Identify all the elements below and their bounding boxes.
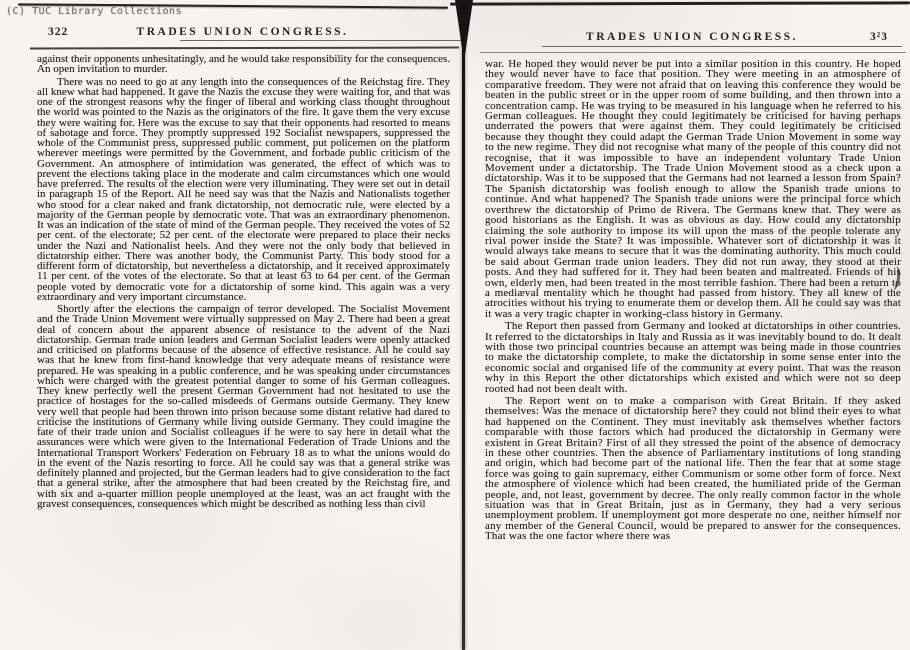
right-running-title: TRADES UNION CONGRESS. xyxy=(586,31,798,43)
header-rule xyxy=(30,47,459,50)
header-rule xyxy=(542,46,902,47)
paragraph: The Report went on to make a comparison with Great Britain. If they asked themselves: Was the menace of dictatorship here? they could not blind their eyes to what had happened on the Continent. They must inevitably ask themselves whether factors comparable with those factors which had produced the dictatorship in Germany were existent in Great Britain? First of all they stressed the point of the absence of democracy in these other countries. Then the absence of Parliamentary institutions of long standing and origin, which had become part of the national life. Then the fear that at some stage force was going to gain supremacy, either Communism or some other form of force. Next the atmosphere of violence which had been created, the humiliated pride of the German people, and, not least, government by decree. The only really common factor in the whole situation was that in Great Britain, just as in Germany, they had a very serious unemployment problem. If unemployment got more desperate no one, neither himself nor any member of the General Council, would be prepared to answer for the consequences. That was the one factor where there was xyxy=(485,395,901,543)
left-page-header xyxy=(30,26,455,38)
paragraph: The Report then passed from Germany and looked at dictatorships in other countries. It referred to the dictatorships in Italy and Russia as it was inevitably bound to do. It dealt with those two principal countries because an attempt was being made in those countries to make the dictatorship complete, to make the dictatorship in some sense enter into the economic social and organised life of the community at every point. That was the reason why in this Report the other dictatorships which existed and which were not so deep rooted had not been dealt with. xyxy=(485,320,901,395)
left-page xyxy=(30,0,455,650)
right-page-header xyxy=(478,31,906,43)
header-rule xyxy=(180,40,461,41)
library-watermark: (C) TUC Library Collections xyxy=(6,6,183,17)
left-running-title: TRADES UNION CONGRESS. xyxy=(136,26,349,38)
left-page-number: 322 xyxy=(48,26,69,38)
header-rule xyxy=(480,52,906,53)
right-page-body xyxy=(485,59,901,542)
paragraph: There was no need to go at any length into the consequences of the Reichstag fire. They all knew what had happened. It gave the Nazis the excuse they were waiting for, and that was one of the strongest reasons why the finger of liberal and working class thought throughout the world was pointed to the Nazis as the originators of the fire. It gave them the very excuse they were waiting for. Here was the excuse to say that their opponents had resorted to means of sabotage and force. They promptly suppressed 192 Socialist newspapers, suppressed the whole of the Communist press, suppressed public comment, put policemen on the platform wherever meetings were permitted by the Government, and forbade public criticism of the Government. An atmosphere of intimidation was generated, the effect of which was to prevent the elections taking place in the moderate and calm circumstances which one would have preferred. The results of the election were very illuminating. They were set out in detail in paragraph 15 of the Report. All he need say was that the Nazis and Nationalists together who stood for a clear naked and frank dictatorship, not democratic rule, were elected by a majority of the German people by democratic vote. That was an extraordinary phenomenon. It was an indication of the state of mind of the German people. They received the votes of 52 per cent. of the electorate; 52 per cent. of the electorate were prepared to place their necks under the Nazi and Nationalist heels. And they were not the only body that believed in dictatorship either. There was another body, the Communist Party. This body stood for a different form of dictatorship, but nevertheless a dictatorship, and it received approximately 11 per cent. of the votes of the electorate. So that at least 63 to 64 per cent. of the German people voted by democratic vote for a dictatorship of some kind. This again was a very extraordinary and very important circumstance. xyxy=(37,75,450,303)
right-page xyxy=(478,0,906,650)
right-page-number: 3²3 xyxy=(870,31,888,43)
paragraph: against their opponents unhesitatingly, and he would take responsibility for the consequences. An open invitation to murder. xyxy=(37,53,450,76)
paragraph: war. He hoped they would never be put into a similar position in this country. He hoped they would never have to face that position. They were meeting in an atmosphere of comparative freedom. They were not afraid that on leaving this conference they would be beaten in the public street or in the upper room of some building, and then thrown into a concentration camp. He was trying to be measured in his language when he referred to his German colleagues. He thought they could legitimately be criticised for having perhaps underrated the powers that were against them. They could legitimately be criticised because they thought they could adapt the German Trade Union Movement in some way to the new regime. They did not recognise what many of the people of this country did not recognise, that it was impossible to have an independent voluntary Trade Union Movement under a dictatorship. The Trade Union Movement stood as a check upon a dictatorship. Was it to be supposed that the Germans had not learned a lesson from Spain? The Spanish dictatorship was foolish enough to allow the Spanish trade unions to continue. And what happened? The Spanish trade unions were the principal force which overthrew the dictatorship of Primo de Rivera. The Germans knew that. They were as good historians as the English. It was as obvious as day. How could any dictatorship claiming the sole authority to impose its will upon the mass of the people tolerate any rival power inside the State? It was impossible. Whatever sort of dictatorship it was it would always take means to secure that it was the dominating authority. This much could be said about German trade union leaders. They did not run away, they stood at their posts. And they had suffered for it. They had been beaten and maltreated. Friends of his own, elderly men, had been treated in the most terrible fashion. There had been a return to a mediæval mentality which he thought had passed from history. They all knew of the atrocities without his trying to enumerate them or develop them. All he could say was that it was a very tragic chapter in working-class history in Germany. xyxy=(485,58,901,320)
book-gutter-shadow xyxy=(462,0,465,650)
left-page-body xyxy=(37,54,450,509)
paragraph: Shortly after the elections the campaign of terror developed. The Socialist Movement and the Trade Union Movement were virtually suppressed on May 2. There had been a great deal of concern about the apparent absence of resistance to the advent of the Nazi dictatorship. German trade union leaders and German Socialist leaders were openly attacked and criticised on platforms because of the absence of effective resistance. All he could say was that he knew from first-hand knowledge that very adequate means of resistance were prepared. He was speaking in a public conference, and he was speaking under circumstances which were charged with the greatest potential danger to some of his German colleagues. They knew perfectly well the present German Government had not hesitated to use the practice of hostages for the so-called misdeeds of Germans outside Germany. They knew very well that people had been thrown into prison because some distant relative had dared to criticise the institutions of Germany while living outside Germany. They could imagine the fate of their trade union and Socialist colleagues if he were to say here in detail what the assurances were which were given to the International Federation of Trade Unions and the International Transport Workers' Federation on February 18 as to what the unions would do in the event of the Nazis resorting to force. All he could say was that a general strike was definitely planned and projected, but the German leaders had to give consideration to the fact that a general strike, after the atmosphere that had been created by the Reichstag fire, and with six and a-quarter million people unemployed at the least, was an act fraught with the gravest consequences, consequences which might be described as nothing less than civil xyxy=(37,303,450,510)
